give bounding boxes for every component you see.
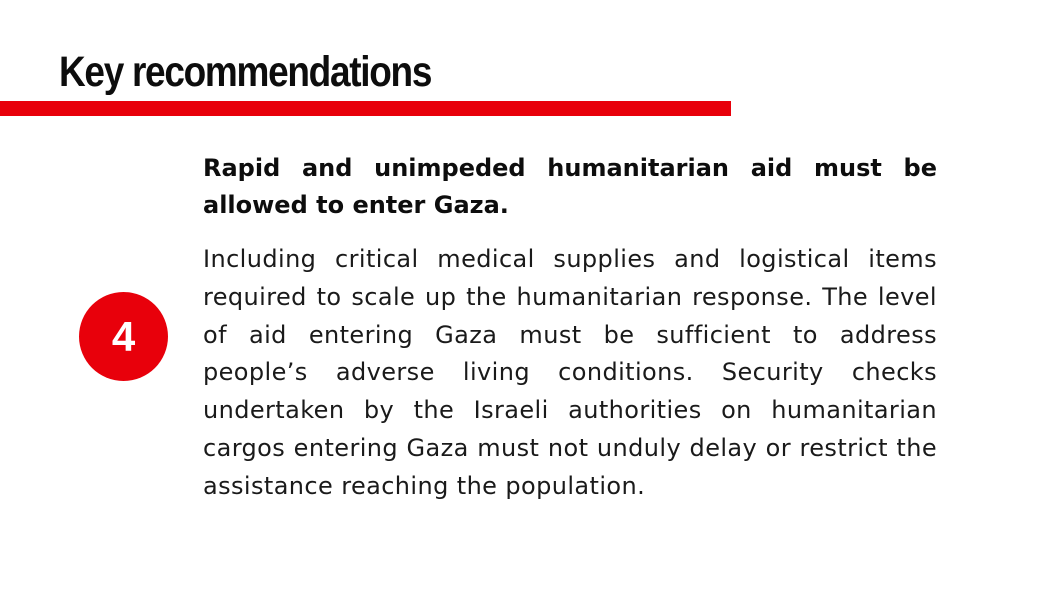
page-title: Key recommendations	[59, 48, 432, 96]
title-underline	[0, 101, 731, 116]
recommendation-body: Including critical medical supplies and logistical items required to scale up the humanitarian response. The level of aid entering Gaza must be sufficient to address people’s adverse living conditions. Security checks undertaken by the Israeli authorities on humanitarian cargos entering Gaza must not unduly delay or restrict the assistance reaching the population.	[203, 245, 937, 500]
recommendation-number: 4	[111, 312, 136, 360]
recommendation-heading: Rapid and unimpeded humanitarian aid must be allowed to enter Gaza.	[203, 154, 937, 219]
recommendation-number-badge	[79, 292, 168, 381]
